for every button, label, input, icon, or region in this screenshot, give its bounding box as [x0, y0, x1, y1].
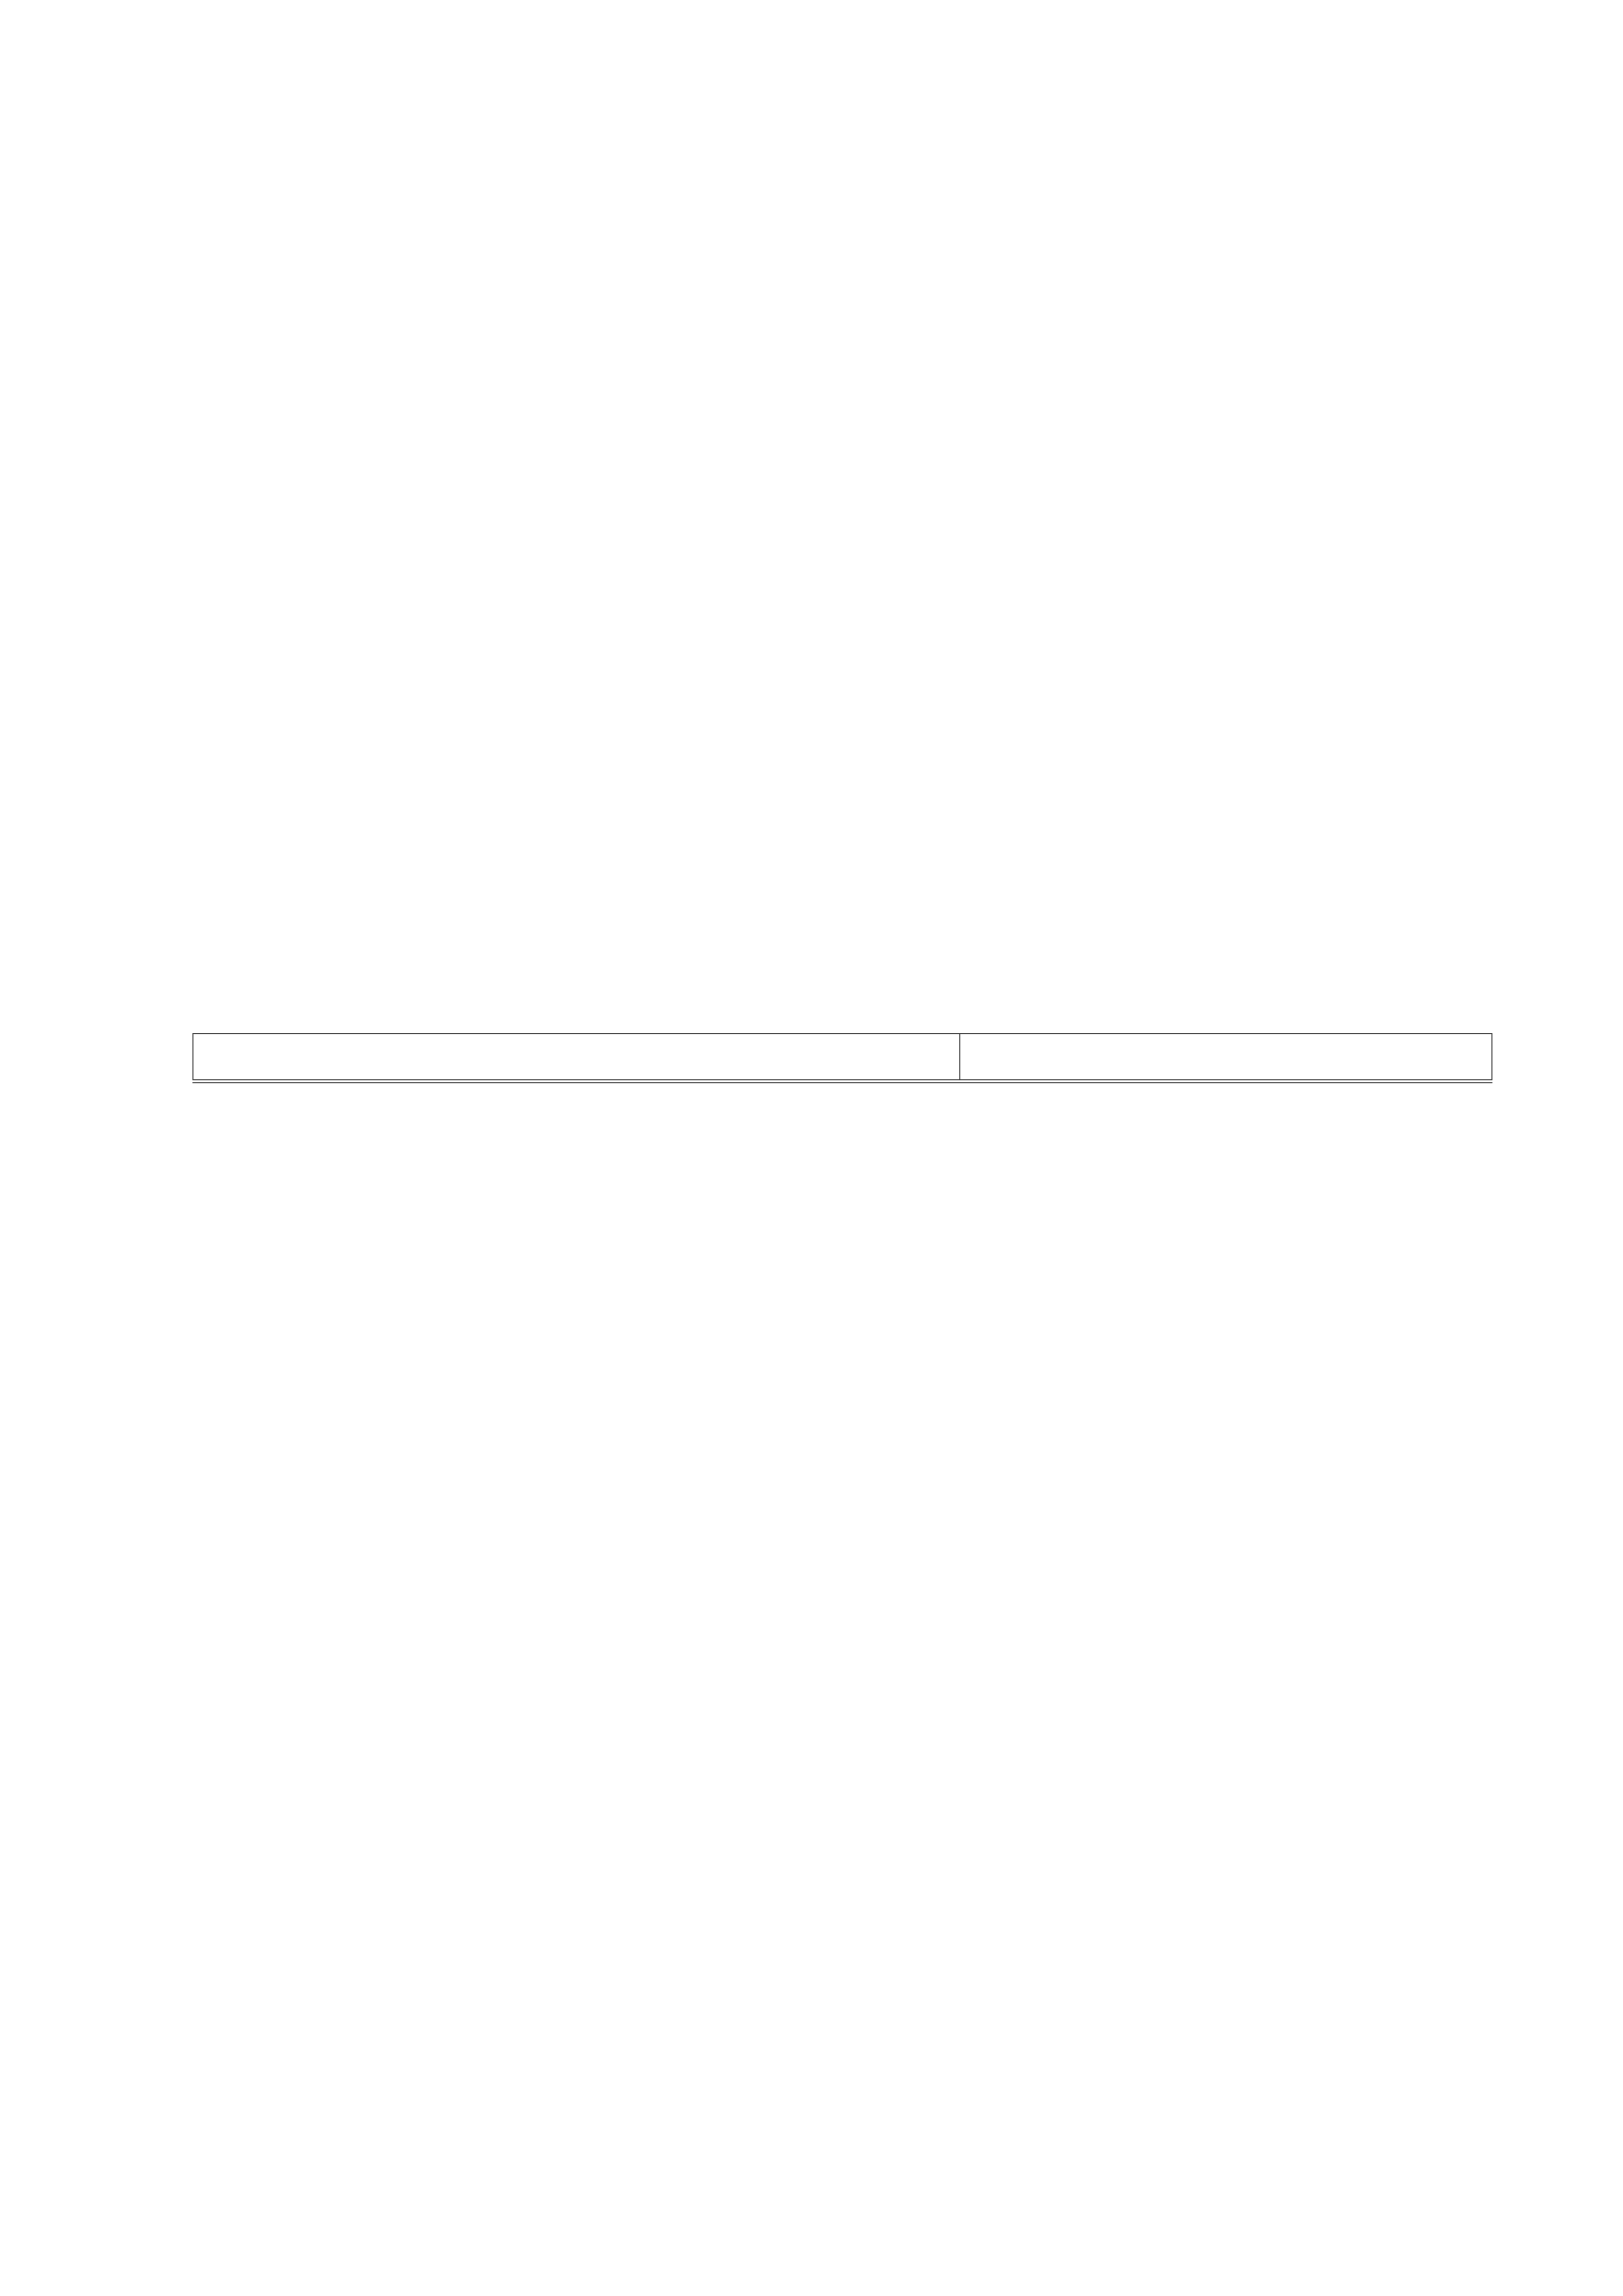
samples-table — [192, 1033, 1492, 1083]
table-header-indicator — [193, 1034, 960, 1082]
table-header-row — [193, 1034, 1492, 1082]
table-header-sample-count — [960, 1034, 1492, 1082]
